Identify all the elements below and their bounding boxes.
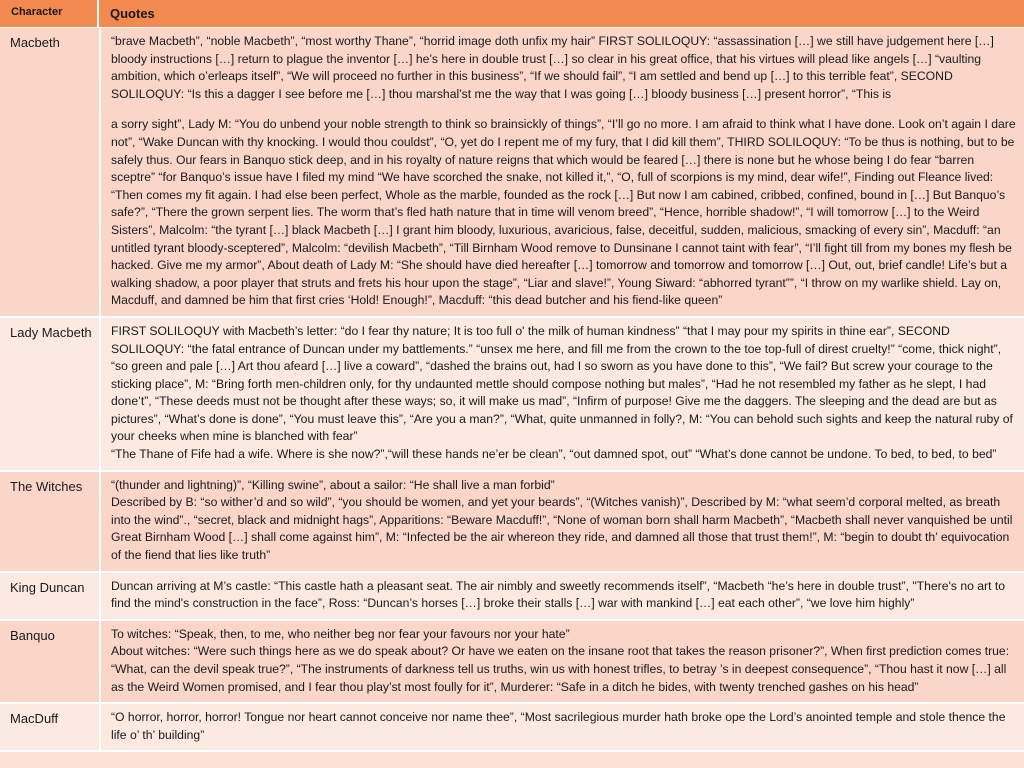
table-header bbox=[0, 0, 1024, 28]
quotes-text: To witches: “Speak, then, to me, who neither beg nor fear your favours nor your hate” bbox=[111, 626, 570, 641]
header-character: Character bbox=[0, 0, 99, 27]
quotes-text: “O horror, horror, horror! Tongue nor heart cannot conceive nor name thee”, “Most sacrilegious murder hath broke ope the Lord’s anointed temple and stole thence the life o’ th’ building” bbox=[111, 710, 1006, 742]
table-row-witches bbox=[0, 472, 1024, 573]
quotes-text: “brave Macbeth”, “noble Macbeth”, “most worthy Thane”, “horrid image doth unfix my hair” FIRST SOLILOQUY: “assassination […] we still have judgement here […] bloody instructions […] return to plague the inventor […] he’s here in double trust […] so clear in his great office, that his virtues will plead like angels […] “vaulting ambition, which o’erleaps itself”, “We will proceed no further in this business”, “If we should fail”, “I am settled and bend up […] to this terrible feat”, SECOND SOLILOQUY: “Is this a dagger I see before me […] thou marshal’st me the way that I was going […] bloody business […] present horror”, “This is bbox=[111, 34, 994, 101]
quotes-cell bbox=[101, 472, 1024, 571]
quotes-text: “The Thane of Fife had a wife. Where is she now?”,“will these hands ne’er be clean”, “out damned spot, out” “What’s done cannot be undone. To bed, to bed, to bed” bbox=[111, 447, 997, 462]
table-row-lady-macbeth bbox=[0, 318, 1024, 472]
quotes-text: Duncan arriving at M’s castle: “This castle hath a pleasant seat. The air nimbly and sweetly recommends itself”, “Macbeth “he’s here in double trust”, "There's no art to find the mind's construction in the face”, Ross: “Duncan’s horses […] broke their stalls […] war with mankind […] eat each other”, “we love him highly” bbox=[111, 578, 1006, 611]
character-cell: Macbeth bbox=[0, 28, 101, 316]
table-row-banquo bbox=[0, 621, 1024, 704]
character-cell: MacDuff bbox=[0, 704, 101, 750]
character-cell: Banquo bbox=[0, 621, 101, 702]
quotes-cell bbox=[101, 573, 1024, 619]
table-row-macbeth bbox=[0, 28, 1024, 318]
character-cell: King Duncan bbox=[0, 573, 101, 619]
character-cell: Lady Macbeth bbox=[0, 318, 101, 470]
quotes-cell bbox=[101, 28, 1024, 316]
quotes-text: a sorry sight”, Lady M: “You do unbend your noble strength to think so brainsickly of things”, “I’ll go no more. I am afraid to think what I have done. Look on’t again I dare not”, “Wake Duncan with thy knocking. I would thou couldst”, “O, yet do I repent me of my fury, that I did kill them”, THIRD SOLILOQUY: “To be thus is nothing, but to be safely thus. Our fears in Banquo stick deep, and in his royalty of nature reigns that which would be feared […] there is none but he whose being I do fear “barren sceptre” “for Banquo’s issue have I filed my mind “We have scorched the snake, not killed it,”, “O, full of scorpions is my mind, dear wife!”, Finding out Fleance lived: “Then comes my fit again. I had else been perfect, Whole as the marble, founded as the rock […] But now I am cabined, cribbed, confined, bound in […] But Banquo’s safe?”, “There the grown serpent lies. The worm that’s fled hath nature that in time will venom breed”, “Hence, horrible shadow!”, “I will tomorrow […] to the Weird Sisters”, Malcolm: “the tyrant […] black Macbeth […] I grant him bloody, luxurious, avaricious, false, deceitful, sudden, malicious, smacking of every sin”, Macduff: “an untitled tyrant bloody-sceptered”, Malcolm: “devilish Macbeth”, “Till Birnham Wood remove to Dunsinane I cannot taint with fear”, “I’ll fight till from my bones my flesh be hacked. Give me my armor”, About death of Lady M: “She should have died hereafter […] tomorrow and tomorrow and tomorrow […] Out, out, brief candle! Life’s but a walking shadow, a poor player that struts and frets his hour upon the stage”, “Liar and slave!”, Young Siward: “abhorred tyrant””, “I throw on my warlike shield. Lay on, Macduff, and damned be him that first cries ‘Hold! Enough!”, Macduff: “this dead butcher and his fiend-like queen” bbox=[111, 117, 1016, 308]
character-cell: The Witches bbox=[0, 472, 101, 571]
quotes-cell bbox=[101, 318, 1024, 470]
quotes-text: About witches: “Were such things here as we do speak about? Or have we eaten on the insane root that takes the reason prisoner?”, When first prediction comes true: “What, can the devil speak true?”, “The instruments of darkness tell us truths, win us with honest trifles, to betray ’s in deepest consequence”, “Thou hast it now […] all as the Weird Women promised, and I fear thou play’st most foully for it”, Murderer: “Safe in a ditch he bides, with twenty trenched gashes on his head” bbox=[111, 644, 1010, 694]
quotes-cell bbox=[101, 621, 1024, 702]
table-row-macduff bbox=[0, 704, 1024, 752]
table-row-king-duncan bbox=[0, 573, 1024, 621]
quotes-cell bbox=[101, 704, 1024, 750]
quotes-text: FIRST SOLILOQUY with Macbeth’s letter: “do I fear thy nature; It is too full o' the milk of human kindness” “that I may pour my spirits in thine ear”, SECOND SOLILOQUY: “the fatal entrance of Duncan under my battlements.” “unsex me here, and fill me from the crown to the toe top-full of direst cruelty!” “come, thick night”, “so green and pale […] Art thou afeard […] live a coward”, “dashed the brains out, had I so sworn as you have done to this”, “We fail? But screw your courage to the sticking place”, M: “Bring forth men-children only, for thy undaunted mettle should compose nothing but males”, “Had he not resembled my father as he slept, I had done’t”, “These deeds must not be thought after these ways; so, it will make us mad”, “Infirm of purpose! Give me the daggers. The sleeping and the dead are but as pictures”, “What’s done is done”, “You must leave this”, “Are you a man?”, “What, quite unmanned in folly?, M: “You can behold such sights and keep the natural ruby of your cheeks when mine is blanched with fear” bbox=[111, 323, 1013, 444]
quotes-text: “(thunder and lightning)”, “Killing swine”, about a sailor: “He shall live a man forbid” bbox=[111, 477, 555, 492]
header-quotes: Quotes bbox=[110, 6, 155, 21]
quotes-text: Described by B: “so wither’d and so wild”, “you should be women, and yet your beards”, “(Witches vanish)”, Described by M: “what seem’d corporal melted, as breath into the wind”., “secret, black and midnight hags”, Apparitions: “Beware Macduff!”, “None of woman born shall harm Macbeth”, “Macbeth shall never vanquished be until Great Birnham Wood […] shall come against him”, M: “Infected be the air whereon they ride, and damned all those that trust them!”, M: “begin to doubt th’ equivocation of the fiend that lies like truth” bbox=[111, 495, 1013, 563]
